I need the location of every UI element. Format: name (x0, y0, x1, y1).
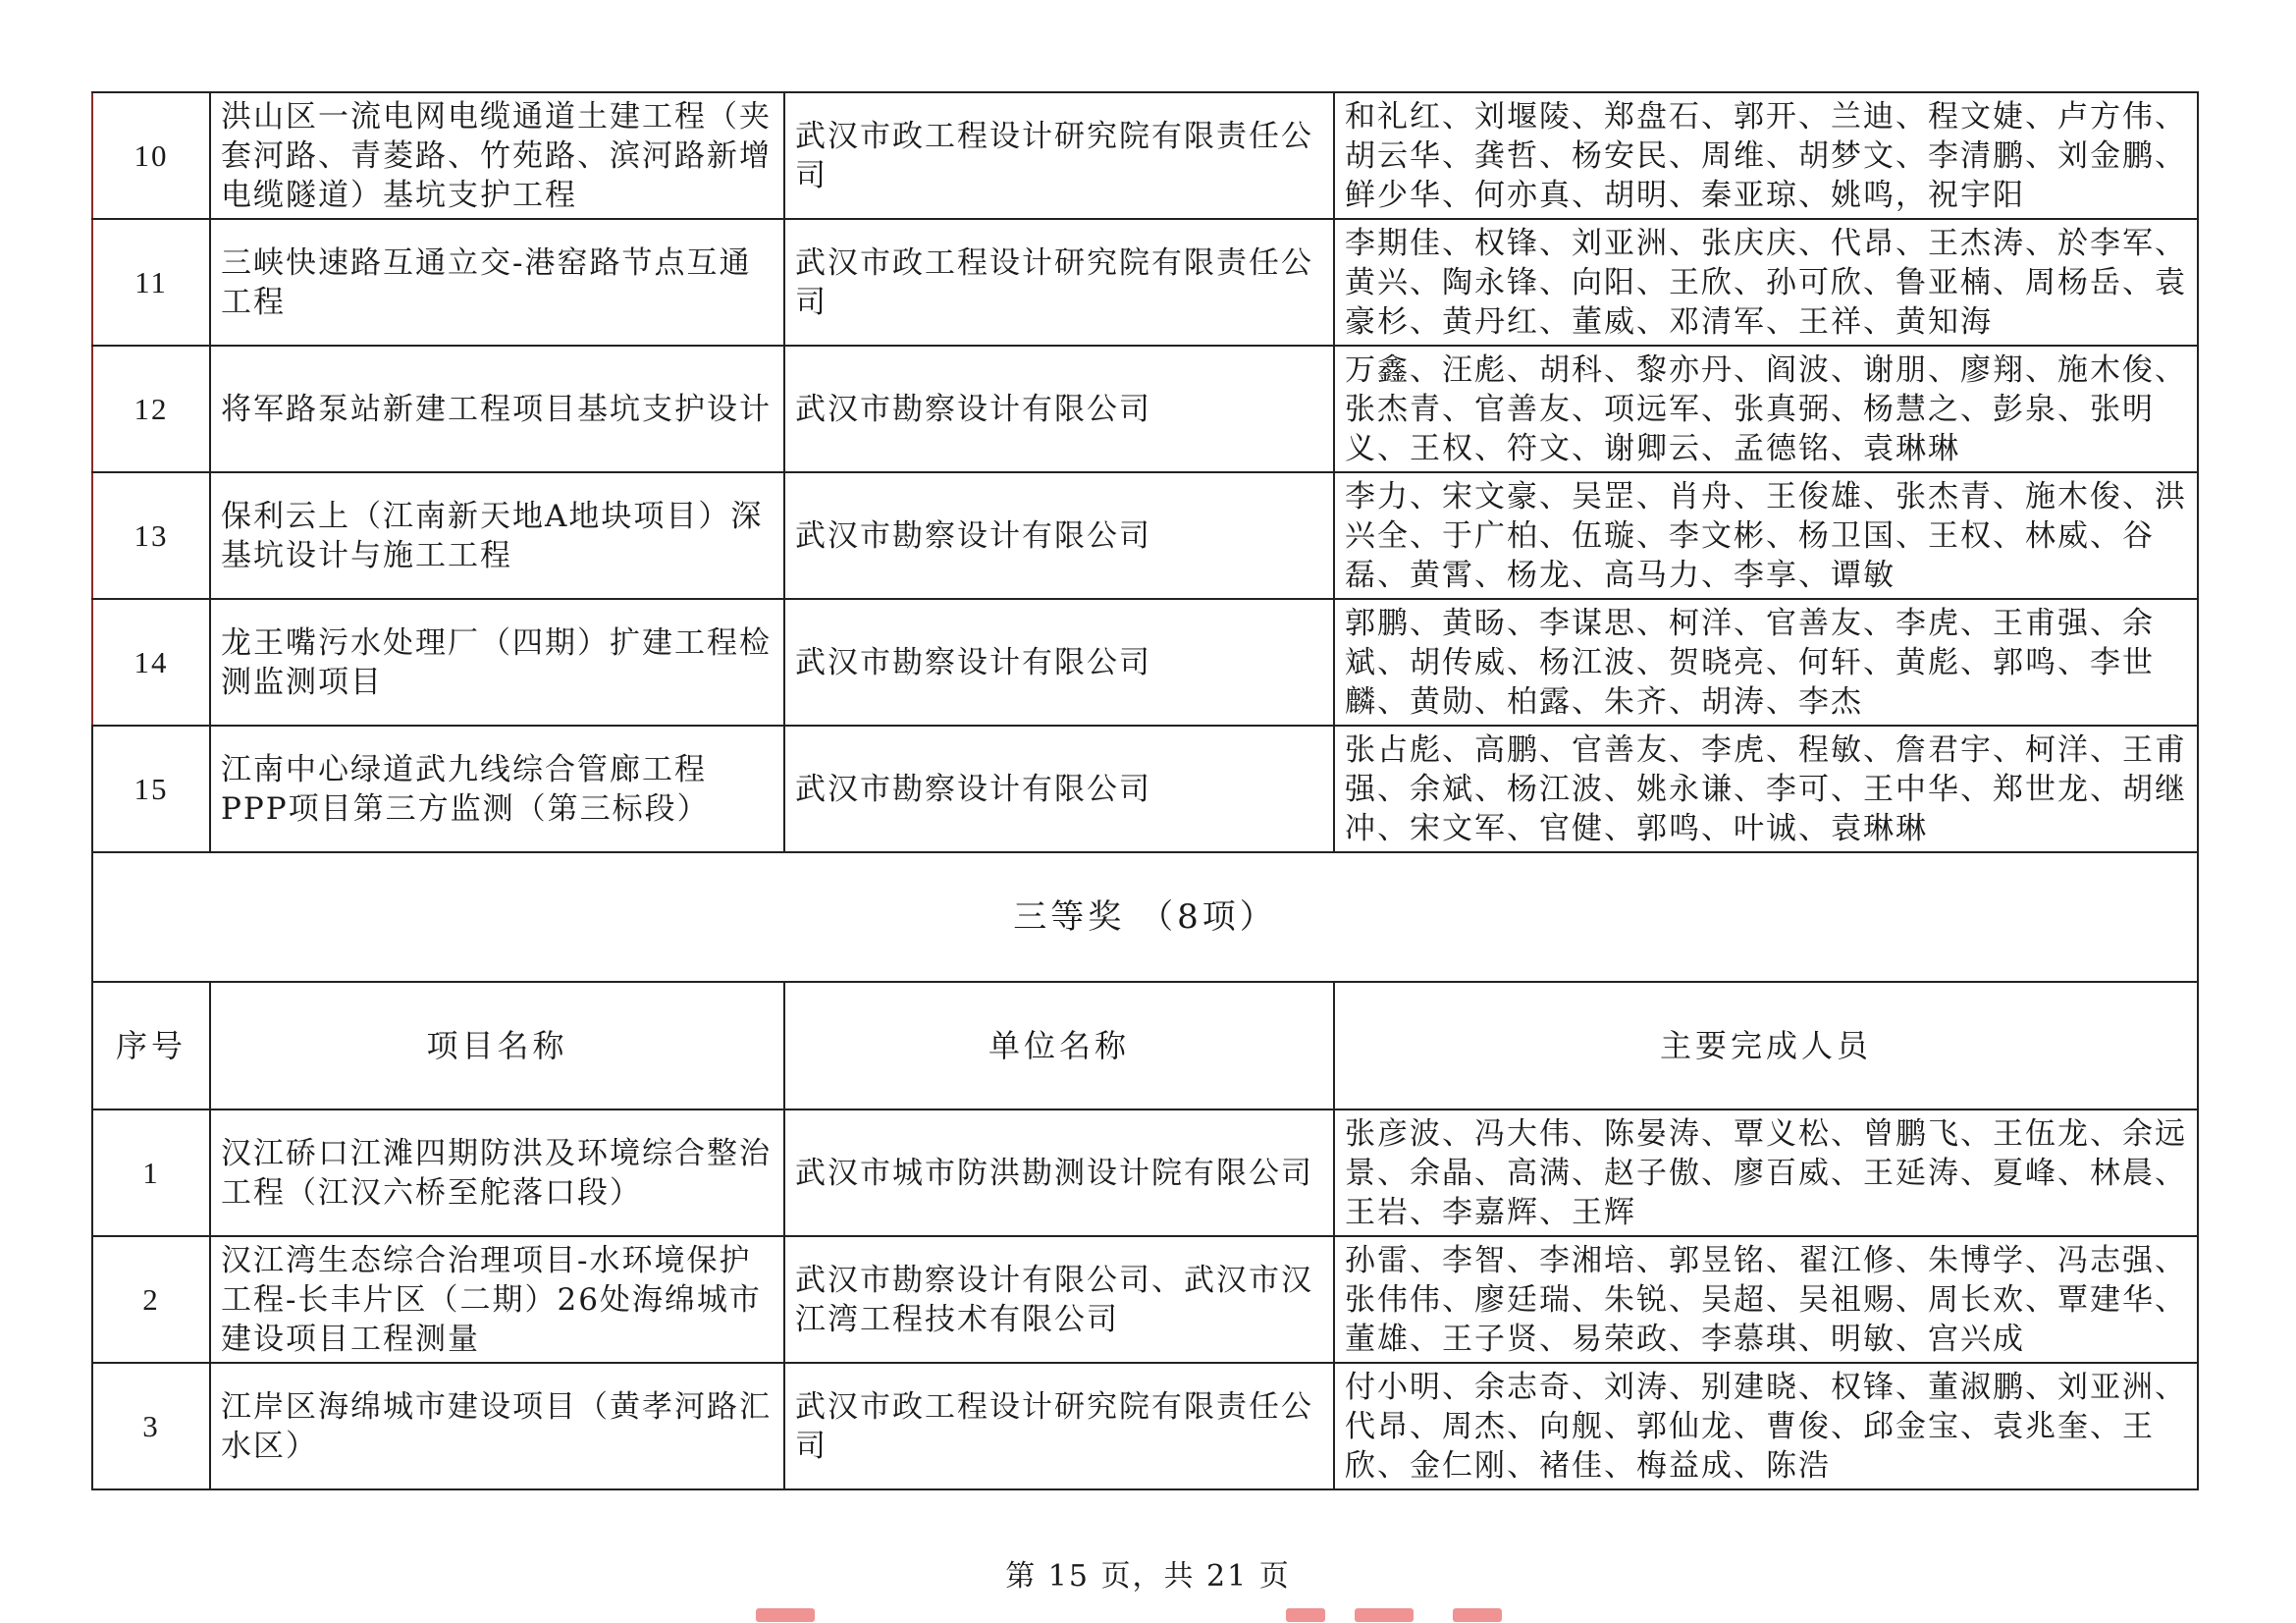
people-list: 李力、宋文豪、吴罡、肖舟、王俊雄、张杰青、施木俊、洪兴全、于广柏、伍璇、李文彬、杨卫国、王权、林威、谷磊、黄霄、杨龙、高马力、李享、谭敏 (1334, 472, 2198, 599)
project-name: 龙王嘴污水处理厂（四期）扩建工程检测监测项目 (210, 599, 784, 726)
row-number: 15 (92, 726, 210, 852)
unit-name: 武汉市政工程设计研究院有限责任公司 (784, 92, 1334, 219)
row-number: 14 (92, 599, 210, 726)
row-number: 3 (92, 1363, 210, 1489)
row-number: 1 (92, 1109, 210, 1236)
project-name: 江南中心绿道武九线综合管廊工程PPP项目第三方监测（第三标段） (210, 726, 784, 852)
header-unit: 单位名称 (784, 982, 1334, 1109)
header-people: 主要完成人员 (1334, 982, 2198, 1109)
table-row (92, 1363, 2198, 1489)
unit-name: 武汉市勘察设计有限公司、武汉市汉江湾工程技术有限公司 (784, 1236, 1334, 1363)
row-number: 12 (92, 346, 210, 472)
unit-name: 武汉市勘察设计有限公司 (784, 599, 1334, 726)
red-stamp-fragment (1453, 1608, 1502, 1622)
row-number: 13 (92, 472, 210, 599)
people-list: 和礼红、刘堰陵、郑盘石、郭开、兰迪、程文婕、卢方伟、胡云华、龚哲、杨安民、周维、胡梦文、李清鹏、刘金鹏、鲜少华、何亦真、胡明、秦亚琼、姚鸣，祝宇阳 (1334, 92, 2198, 219)
red-stamp-fragment (756, 1608, 815, 1622)
section-row (92, 852, 2198, 982)
project-name: 汉江硚口江滩四期防洪及环境综合整治工程（江汉六桥至舵落口段） (210, 1109, 784, 1236)
table-row (92, 599, 2198, 726)
table-row (92, 1236, 2198, 1363)
people-list: 张彦波、冯大伟、陈晏涛、覃义松、曾鹏飞、王伍龙、余远景、余晶、高满、赵子傲、廖百威、王延涛、夏峰、林晨、王岩、李嘉辉、王辉 (1334, 1109, 2198, 1236)
row-number: 2 (92, 1236, 210, 1363)
project-name: 江岸区海绵城市建设项目（黄孝河路汇水区） (210, 1363, 784, 1489)
project-name: 保利云上（江南新天地A地块项目）深基坑设计与施工工程 (210, 472, 784, 599)
unit-name: 武汉市勘察设计有限公司 (784, 346, 1334, 472)
header-project: 项目名称 (210, 982, 784, 1109)
people-list: 郭鹏、黄旸、李谋思、柯洋、官善友、李虎、王甫强、余斌、胡传威、杨江波、贺晓亮、何轩、黄彪、郭鸣、李世麟、黄勋、柏露、朱齐、胡涛、李杰 (1334, 599, 2198, 726)
project-name: 汉江湾生态综合治理项目-水环境保护工程-长丰片区（二期）26处海绵城市建设项目工程测量 (210, 1236, 784, 1363)
table-row (92, 346, 2198, 472)
table-row (92, 92, 2198, 219)
red-stamp-fragment (1355, 1608, 1414, 1622)
people-list: 李期佳、权锋、刘亚洲、张庆庆、代昂、王杰涛、於李军、黄兴、陶永锋、向阳、王欣、孙可欣、鲁亚楠、周杨岳、袁豪杉、黄丹红、董威、邓清军、王祥、黄知海 (1334, 219, 2198, 346)
header-row (92, 982, 2198, 1109)
unit-name: 武汉市政工程设计研究院有限责任公司 (784, 1363, 1334, 1489)
unit-name: 武汉市政工程设计研究院有限责任公司 (784, 219, 1334, 346)
people-list: 付小明、余志奇、刘涛、别建晓、权锋、董淑鹏、刘亚洲、代昂、周杰、向舰、郭仙龙、曹俊、邱金宝、袁兆奎、王欣、金仁刚、褚佳、梅益成、陈浩 (1334, 1363, 2198, 1489)
project-name: 洪山区一流电网电缆通道土建工程（夹套河路、青菱路、竹苑路、滨河路新增电缆隧道）基坑支护工程 (210, 92, 784, 219)
people-list: 孙雷、李智、李湘培、郭昱铭、翟江修、朱博学、冯志强、张伟伟、廖廷瑞、朱锐、吴超、吴祖赐、周长欢、覃建华、董雄、王子贤、易荣政、李慕琪、明敏、宫兴成 (1334, 1236, 2198, 1363)
project-name: 将军路泵站新建工程项目基坑支护设计 (210, 346, 784, 472)
red-stamp-fragment (1286, 1608, 1325, 1622)
page-number: 第 15 页，共 21 页 (1005, 1559, 1291, 1594)
table-row (92, 726, 2198, 852)
section-title: 三等奖 （8项） (92, 852, 2198, 982)
people-list: 张占彪、高鹏、官善友、李虎、程敏、詹君宇、柯洋、王甫强、余斌、杨江波、姚永谦、李可、王中华、郑世龙、胡继冲、宋文军、官健、郭鸣、叶诚、袁琳琳 (1334, 726, 2198, 852)
table-row (92, 472, 2198, 599)
awards-table (91, 91, 2199, 1490)
row-number: 10 (92, 92, 210, 219)
unit-name: 武汉市勘察设计有限公司 (784, 726, 1334, 852)
unit-name: 武汉市勘察设计有限公司 (784, 472, 1334, 599)
table-row (92, 1109, 2198, 1236)
project-name: 三峡快速路互通立交-港窑路节点互通工程 (210, 219, 784, 346)
header-no: 序号 (92, 982, 210, 1109)
people-list: 万鑫、汪彪、胡科、黎亦丹、阎波、谢朋、廖翔、施木俊、张杰青、官善友、项远军、张真弼、杨慧之、彭泉、张明义、王权、符文、谢卿云、孟德铭、袁琳琳 (1334, 346, 2198, 472)
unit-name: 武汉市城市防洪勘测设计院有限公司 (784, 1109, 1334, 1236)
table-row (92, 219, 2198, 346)
row-number: 11 (92, 219, 210, 346)
